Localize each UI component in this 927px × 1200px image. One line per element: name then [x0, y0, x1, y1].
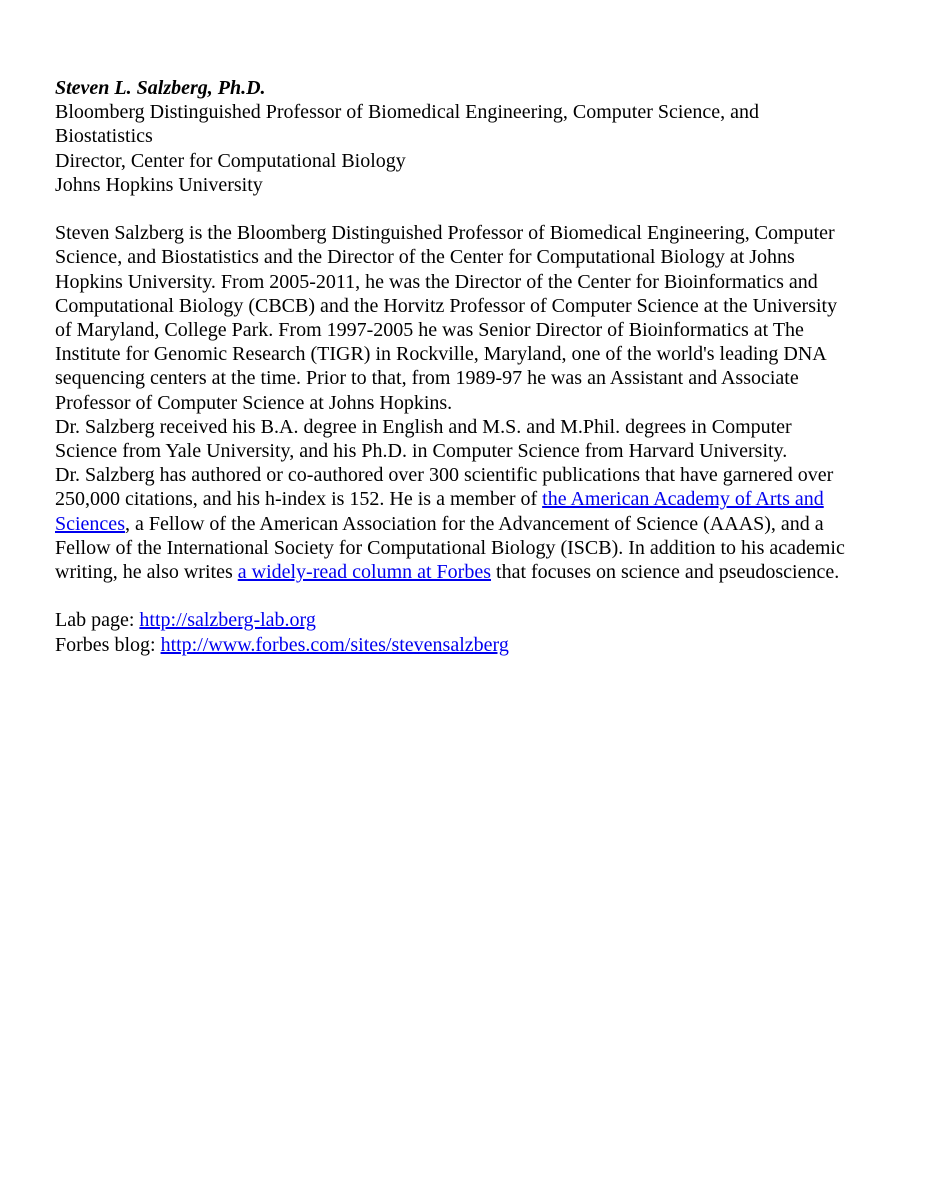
bio-paragraph-2: Dr. Salzberg received his B.A. degree in English and M.S. and M.Phil. degrees in Computer Science from Yale University, and his Ph.D. in Computer Science from Harvard University.	[55, 415, 792, 463]
blank-line	[55, 584, 855, 608]
american-academy-link[interactable]: the American Academy of Arts and Sciences	[55, 488, 824, 535]
forbes-blog-link[interactable]: http://www.forbes.com/sites/stevensalzberg	[160, 633, 509, 656]
bio-paragraph-3-text-b: , a Fellow of the American Association for the Advancement of Science (AAAS), and a Fellow of the International Society for Computational Biology (ISCB). In addition to his academic writing, he also writes	[55, 512, 845, 584]
bio-paragraph-3	[55, 463, 855, 584]
forbes-column-link[interactable]: a widely-read column at Forbes	[237, 561, 492, 584]
lab-page-line	[55, 608, 855, 632]
title-line-2: Biostatistics	[55, 125, 153, 148]
bio-paragraph-3-text-c: that focuses on science and pseudoscience.	[491, 561, 840, 584]
director-line: Director, Center for Computational Biology	[55, 149, 406, 172]
title-line-1: Bloomberg Distinguished Professor of Biomedical Engineering, Computer Science, and	[55, 101, 759, 124]
lab-page-link[interactable]: http://salzberg-lab.org	[139, 609, 316, 632]
document-page	[55, 76, 855, 657]
lab-page-label: Lab page:	[55, 609, 140, 632]
forbes-blog-line	[55, 633, 855, 657]
forbes-blog-label: Forbes blog:	[55, 633, 161, 656]
bio-paragraph-1: Steven Salzberg is the Bloomberg Distinguished Professor of Biomedical Engineering, Computer Science, and Biostatistics and the Director of the Center for Computational Biology at Johns Hopkins University. From 2005-2011, he was the Director of the Center for Bioinformatics and Computational Biology (CBCB) and the Horvitz Professor of Computer Science at the University of Maryland, College Park. From 1997-2005 he was Senior Director of Bioinformatics at The Institute for Genomic Research (TIGR) in Rockville, Maryland, one of the world's leading DNA sequencing centers at the time. Prior to that, from 1989-97 he was an Assistant and Associate Professor of Computer Science at Johns Hopkins.	[55, 222, 838, 414]
bio-paragraph-3-text-a: Dr. Salzberg has authored or co-authored over 300 scientific publications that have garnered over 250,000 citations, and his h-index is 152. He is a member of	[55, 464, 834, 511]
blank-line	[55, 197, 855, 221]
author-name: Steven L. Salzberg, Ph.D.	[55, 77, 266, 99]
institution-line: Johns Hopkins University	[55, 173, 263, 196]
